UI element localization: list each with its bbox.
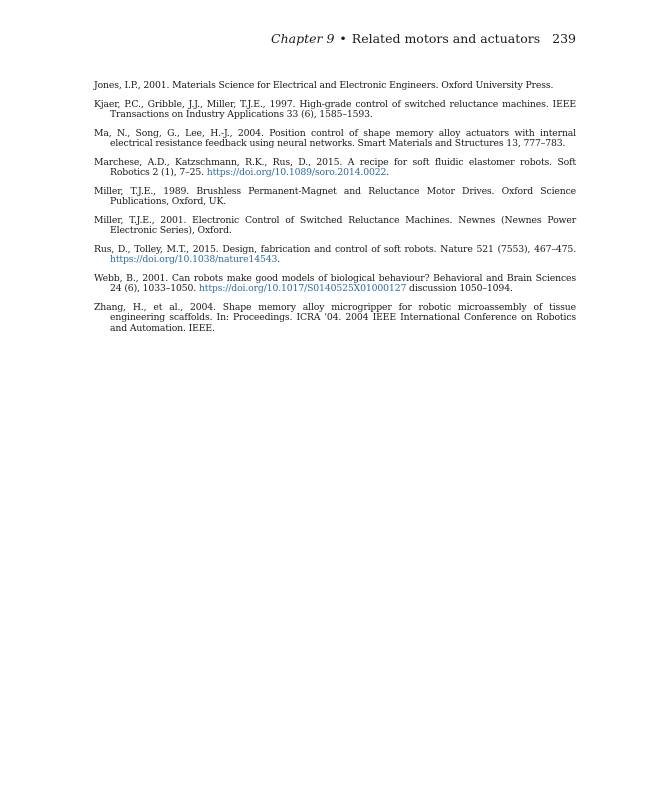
reference-text: Rus, D., Tolley, M.T., 2015. Design, fabrication and control of soft robots. Nature 521 (7553), 467–475. xyxy=(94,243,576,255)
page-number: 239 xyxy=(552,31,576,46)
reference-suffix: . xyxy=(277,254,281,265)
running-head xyxy=(271,31,576,46)
reference-item xyxy=(94,303,576,335)
reference-item xyxy=(94,216,576,237)
reference-item xyxy=(94,245,576,266)
reference-suffix: discussion 1050–1094. xyxy=(406,283,513,294)
doi-link[interactable]: https://doi.org/10.1017/S0140525X01000127 xyxy=(198,283,407,294)
reference-item xyxy=(94,158,576,179)
reference-text: Jones, I.P., 2001. Materials Science for Electrical and Electronic Engineers. Oxford University Press. xyxy=(94,80,554,91)
reference-item xyxy=(94,187,576,208)
reference-item xyxy=(94,81,576,92)
reference-text: Marchese, A.D., Katzschmann, R.K., Rus, D., 2015. A recipe for soft fluidic elastomer robots. Soft Robotics 2 (1), 7–25. xyxy=(94,156,576,178)
reference-text: Webb, B., 2001. Can robots make good models of biological behaviour? Behavioral and Brain Sciences 24 (6), 1033–1050. xyxy=(94,272,576,294)
reference-text: Miller, T.J.E., 2001. Electronic Control of Switched Reluctance Machines. Newnes (Newnes Power Electronic Series), Oxford. xyxy=(94,214,576,236)
reference-list xyxy=(94,81,576,342)
reference-text: Ma, N., Song, G., Lee, H.-J., 2004. Position control of shape memory alloy actuators with internal electrical resistance feedback using neural networks. Smart Materials and Structures 13, 777–783. xyxy=(94,127,576,149)
reference-text: Miller, T.J.E., 1989. Brushless Permanent-Magnet and Reluctance Motor Drives. Oxford Science Publications, Oxford, UK. xyxy=(94,185,576,207)
doi-link[interactable]: https://doi.org/10.1038/nature14543 xyxy=(110,254,278,265)
reference-item xyxy=(94,274,576,295)
reference-item xyxy=(94,100,576,121)
bullet-separator: • xyxy=(339,31,347,46)
chapter-label: Chapter 9 xyxy=(271,31,335,46)
reference-text: Zhang, H., et al., 2004. Shape memory alloy microgripper for robotic microassembly of tissue engineering scaffolds. In: Proceedings. ICRA '04. 2004 IEEE International Conference on Robotics and Automation. IEEE. xyxy=(94,301,576,334)
doi-link[interactable]: https://doi.org/10.1089/soro.2014.0022 xyxy=(206,167,387,178)
chapter-title: Related motors and actuators xyxy=(351,31,541,46)
reference-item xyxy=(94,129,576,150)
reference-text: Kjaer, P.C., Gribble, J.J., Miller, T.J.E., 1997. High-grade control of switched reluctance machines. IEEE Transactions on Industry Applications 33 (6), 1585–1593. xyxy=(94,98,576,120)
reference-suffix: . xyxy=(386,167,390,178)
